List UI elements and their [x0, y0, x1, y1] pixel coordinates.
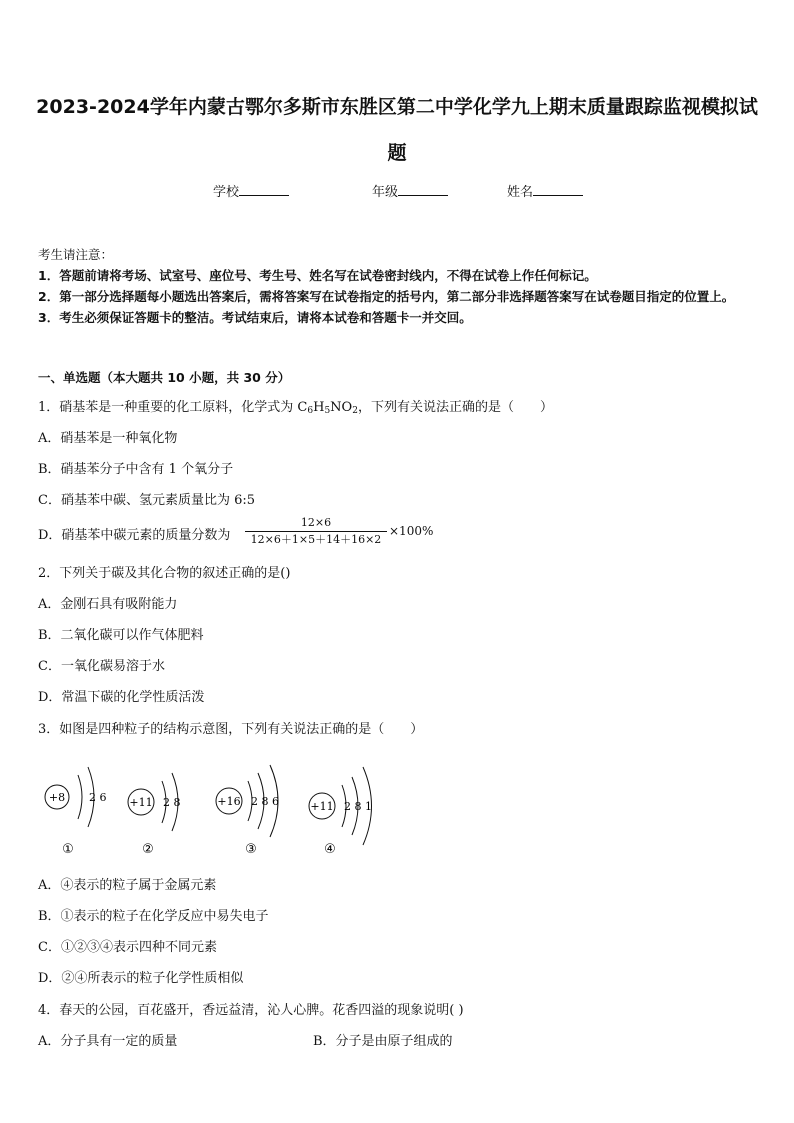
particle-1 [45, 767, 107, 857]
q3-option-b[interactable]: B．①表示的粒子在化学反应中易失电子 [38, 909, 269, 924]
particle-3-electrons: 2 8 6 [251, 795, 279, 808]
q4-option-a[interactable]: A．分子具有一定的质量 [38, 1034, 178, 1049]
q1-option-b[interactable]: B．硝基苯分子中含有 1 个氧分子 [38, 462, 234, 477]
q3-option-c[interactable]: C．①②③④表示四种不同元素 [38, 940, 217, 955]
particle-3-label: ③ [245, 842, 257, 857]
particle-2 [128, 773, 181, 857]
exam-title: 2023-2024学年内蒙古鄂尔多斯市东胜区第二中学化学九上期末质量跟踪监视模拟试 题 [36, 96, 758, 164]
particle-3-nucleus: +16 [217, 795, 241, 808]
particle-4-electrons: 2 8 1 [344, 800, 372, 813]
particle-4-label: ④ [324, 842, 336, 857]
q4-option-b[interactable]: B．分子是由原子组成的 [313, 1034, 453, 1049]
particle-1-nucleus: +8 [48, 791, 66, 804]
name-field[interactable]: 姓名 [507, 181, 583, 200]
particle-2-nucleus: +11 [129, 796, 153, 809]
notice-heading: 考生请注意： [38, 247, 114, 262]
question-1-stem: 1．硝基苯是一种重要的化工原料，化学式为 $C_6H_5NO_2$，下列有关说法正确的是（ ） [38, 400, 553, 416]
notice-block [38, 244, 760, 328]
question-4-stem: 4．春天的公园，百花盛开，香远益清，沁人心脾。花香四溢的现象说明( ) [38, 1003, 464, 1018]
notice-item: 2．第一部分选择题每小题选出答案后，需将答案写在试卷指定的括号内，第二部分非选择题答案写在试卷题目指定的位置上。 [38, 289, 735, 304]
mass-fraction: 12×6 12×6＋1×5＋14＋16×2 [245, 515, 387, 548]
q3-option-a[interactable]: A．④表示的粒子属于金属元素 [38, 878, 217, 893]
q2-option-a[interactable]: A．金刚石具有吸附能力 [38, 597, 178, 612]
particle-1-electrons: 2 6 [89, 791, 107, 804]
q1-option-d[interactable]: D．硝基苯中碳元素的质量分数为 [38, 528, 231, 543]
particle-4-nucleus: +11 [310, 800, 334, 813]
particle-2-electrons: 2 8 [163, 796, 181, 809]
q2-option-c[interactable]: C．一氧化碳易溶于水 [38, 659, 165, 674]
q2-option-b[interactable]: B．二氧化碳可以作气体肥料 [38, 628, 204, 643]
particle-1-label: ① [62, 842, 74, 857]
question-2-stem: 2．下列关于碳及其化合物的叙述正确的是() [38, 566, 291, 581]
section-heading: 一、单选题（本大题共 10 小题，共 30 分） [38, 370, 291, 385]
q1-option-a[interactable]: A．硝基苯是一种氧化物 [38, 431, 178, 446]
particle-3 [216, 765, 279, 857]
particle-structure-diagram [30, 755, 390, 865]
notice-item: 3．考生必须保证答题卡的整洁。考试结束后，请将本试卷和答题卡一并交回。 [38, 310, 472, 325]
school-field[interactable]: 学校 [213, 181, 289, 200]
grade-field[interactable]: 年级 [372, 181, 448, 200]
particle-2-label: ② [142, 842, 154, 857]
mass-fraction-pct: ×100% [389, 524, 434, 538]
question-3-stem: 3．如图是四种粒子的结构示意图，下列有关说法正确的是（ ） [38, 722, 424, 737]
q1-option-c[interactable]: C．硝基苯中碳、氢元素质量比为 6:5 [38, 493, 256, 508]
particle-4 [309, 767, 372, 857]
notice-item: 1．答题前请将考场、试室号、座位号、考生号、姓名写在试卷密封线内，不得在试卷上作任何标记。 [38, 268, 597, 283]
q2-option-d[interactable]: D．常温下碳的化学性质活泼 [38, 690, 205, 705]
q3-option-d[interactable]: D．②④所表示的粒子化学性质相似 [38, 971, 244, 986]
